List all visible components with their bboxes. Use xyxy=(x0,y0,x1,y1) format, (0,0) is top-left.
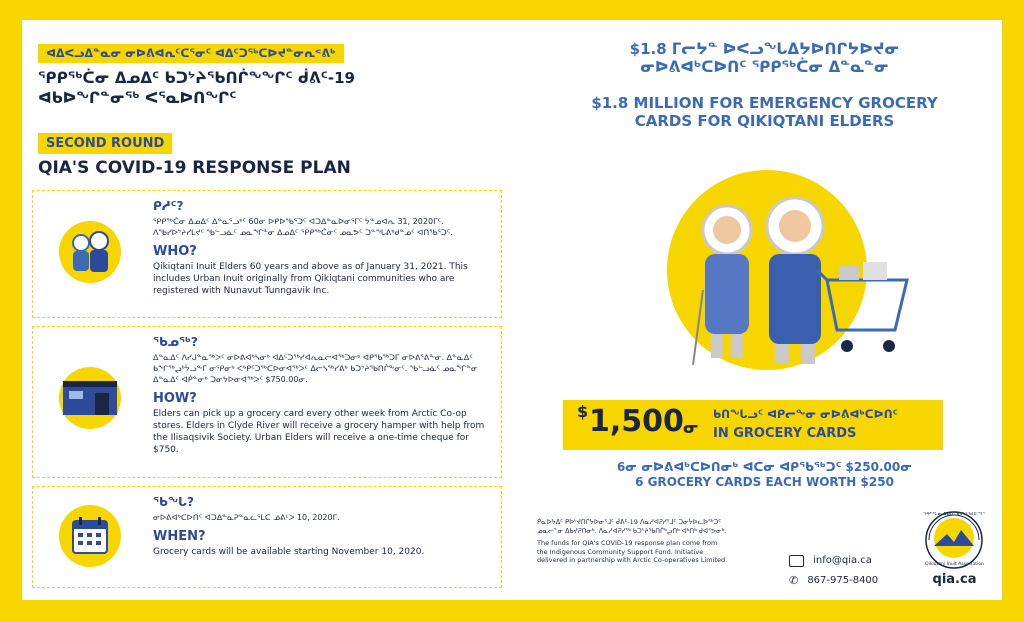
amount-value: 1,500 xyxy=(589,404,684,439)
contact-phone[interactable]: 867-975-8400 xyxy=(807,575,879,586)
who-question-syllabic: ᑭᓱᑦ? xyxy=(153,199,184,213)
who-question: WHO? xyxy=(153,244,197,259)
qia-logo xyxy=(917,510,992,590)
plan-title: QIA'S COVID-19 RESPONSE PLAN xyxy=(38,158,351,178)
amount-banner xyxy=(563,400,943,450)
cards-syllabic: 6ᓂ ᓂᐅᕕᐊᒃᑕᐅᑎᓂᒃ ᐊᑕᓂ ᐊᑭᖃᖅᑐᑦ $250.00ᓂ xyxy=(616,460,913,474)
syllabic-title-line-2: ᐊᑲᐅᖏᓐᓂᖅ ᐸᕐᓇᐅᑎᖏᑦ xyxy=(38,89,237,107)
syllabic-tag: ᐊᐃᐸᓗᐃᓐᓇᓂ ᓂᐅᕕᐊᕆᑦᑕᕐᓂᑦ ᐊᐃᑦᑐᖅᑕᐅᔪᓐᓂᕆᕝᕕᒃ xyxy=(38,44,344,63)
when-body: Grocery cards will be available starting November 10, 2020. xyxy=(153,547,425,557)
headline-line-1: $1.8 MILLION FOR EMERGENCY GROCERY xyxy=(591,94,938,112)
contact-email[interactable]: info@qia.ca xyxy=(813,555,872,566)
logo-ring-syllabic: ᕿᑭᖅᑖᓂ ᐃᓄᐃᑦ ᑲᑐᔾᔨᖃᑎᒌᖏᑦ xyxy=(923,512,986,517)
right-column xyxy=(527,20,1002,600)
store-icon xyxy=(59,367,121,429)
logo-ring-text: Qikiqtani Inuit Association xyxy=(925,562,984,567)
contact-phone-row[interactable] xyxy=(789,570,878,589)
amount-suffix: ᓂ xyxy=(683,418,699,437)
funding-note-en-line-3: delivered in partnership with Arctic Co-operatives Limited. xyxy=(537,556,728,564)
phone-icon: ✆ xyxy=(789,574,799,587)
syllabic-headline-line-1: $1.8 ᒥᓕᔭᓐ ᐅᐸᓗᖓᐃᔭᐅᑎᒋᔭᐅᔪᓂ xyxy=(629,40,900,58)
funding-note-en-line-1: The funds for QIA's COVID-19 response plan come from xyxy=(537,539,718,547)
how-body: Elders can pick up a grocery card every other week from Arctic Co-op stores. Elders in Clyde River will receive a grocery hamper with help from the Ilisaqsivik Society. Urban Elders will receive a one-time cheque for $750. xyxy=(153,409,485,455)
how-body-syllabic: ᐃᓐᓇᐃᑦ ᐱᓯᒍᓐᓇᖅᐳᑦ ᓂᐅᕕᐊᒃᓴᓂᒃ ᐊᐃᑦᑐᖅᓯᐊᕆᓇᓕᐊᖅᑐᓂᒃ ᐊᑭᖃᖅᑐᒥ ᓂᐅᕕᕐᕕᖕᓂ. ᐃᓐᓇᐃᑦ ᑲᖏᖅᖢᒃᔮᓗᖕᒥ ᓂᕿᓂᒃ ᐸᒃᑭᑦᑐᖅᑕᐅᓂᐊᖅᐳᑦ ᐃᓕᓴᖅᓯᕕᒃ ᑲᑐᔾᔨᖃᑎᒌᖕᓂᑦ. ᖃᓪᓗᓈᑦ ᓄᓇᖏᓐᓂ ᐃᓐᓇᐃᑦ ᐊᑮᓐᓂᒃ ᑐᓂᔭᐅᓂᐊᖅᐳᑦ $750.00ᓂ. xyxy=(153,353,478,384)
amount-dollar-sign: $ xyxy=(577,402,589,421)
contact-email-row[interactable] xyxy=(789,550,872,569)
logo-text: qia.ca xyxy=(932,572,977,587)
elders-with-cart-illustration xyxy=(667,170,927,400)
email-icon xyxy=(789,555,804,567)
funding-note xyxy=(537,518,742,565)
how-question-syllabic: ᖃᓄᖅ? xyxy=(153,335,198,349)
infographic-page xyxy=(22,20,1002,600)
banner-label: IN GROCERY CARDS xyxy=(713,426,857,441)
syllabic-title-line-1: ᕿᑭᖅᑖᓂ ᐃᓄᐃᑦ ᑲᑐᔾᔨᖃᑎᒌᖕᖏᑦ ᑰᕕᑦ-19 xyxy=(38,69,355,87)
banner-syllabic: ᑲᑎᖓᓗᑦ ᐊᑭᓕᖕᓂ ᓂᐅᕕᐊᒃᑕᐅᑎᑦ xyxy=(713,408,898,421)
who-card xyxy=(32,190,502,318)
how-card xyxy=(32,326,502,478)
left-column xyxy=(32,28,527,593)
when-question-syllabic: ᖃᖓ? xyxy=(153,495,194,509)
how-question: HOW? xyxy=(153,391,197,406)
funding-note-syllabic: ᑮᓇᐅᔭᐃᑦ ᑭᐅᔾᔪᑎᒋᔭᐅᓂᕐᒧᑦ ᑰᕕᑦ-19 ᐱᓇᓱᐊᕈᓯᕐᒧᑦ ᑐᓂᔭᐅᓚᐅᖅᑐᑦ ᓄᓇᓕᓐᓂ ᐃᑲᔪᕈᑎᓂᒃ. ᐱᓇᓱᐊᕈᓯᖅ ᑲᑐᔾᔨᖃᑎᒌᒃᖢᑎᒃ ᐊᒃᑎᒃ ᑯᐊᑉᕗᓂᒃ. xyxy=(537,518,727,535)
elders-icon xyxy=(59,221,121,283)
who-body-syllabic: ᕿᑭᖅᑖᓂ ᐃᓄᐃᑦ ᐃᓐᓇᕐᓗᒃᑦ 60ᓂ ᐅᑭᐅᖃᕐᑐᑦ ᐊᑐᐃᓐᓇᐅᓂᕐᒥᑦ ᔭᓐᓄᐊᕆ 31, 2020ᒥᑦ. ᐱᖃᓯᐅᔾᔨᓯᒪᔪᑦ ᖃᓪᓗᓈᑦ ᓄᓇᖏᓐᓂ ᐃᓄᐃᑦ ᕿᑭᖅᑖᓂᑦ ᓄᓇᕗᑦ ᑐᓐᖓᕕᒃᑯᓐᓄᑦ ᐊᑎᖃᕐᑐᑦ. xyxy=(153,217,453,237)
headline-line-2: CARDS FOR QIKIQTANI ELDERS xyxy=(634,112,895,130)
when-body-syllabic: ᓂᐅᕕᐊᒃᑕᐅᑎᑦ ᐊᑐᐃᓐᓇᕈᓐᓇᓚᕐᒪᑕ ᓅᕕᒻᐳ 10, 2020ᒥ. xyxy=(153,513,340,522)
when-card xyxy=(32,486,502,588)
cards-detail: 6 GROCERY CARDS EACH WORTH $250 xyxy=(635,475,894,489)
syllabic-headline-line-2: ᓂᐅᕕᐊᒃᑕᐅᑎᑦ ᕿᑭᖅᑖᓂ ᐃᓐᓇᓐᓂ xyxy=(640,58,889,76)
funding-note-en-line-2: the Indigenous Community Support Fund. Initiative xyxy=(537,547,704,556)
who-body: Qikiqtani Inuit Elders 60 years and above as of January 31, 2021. This includes Urban Inuit originally from Qikiqtani communities who are registered with Nunavut Tunngavik Inc. xyxy=(153,262,468,296)
calendar-icon xyxy=(59,505,121,567)
when-question: WHEN? xyxy=(153,529,206,544)
round-label: SECOND ROUND xyxy=(38,133,172,154)
